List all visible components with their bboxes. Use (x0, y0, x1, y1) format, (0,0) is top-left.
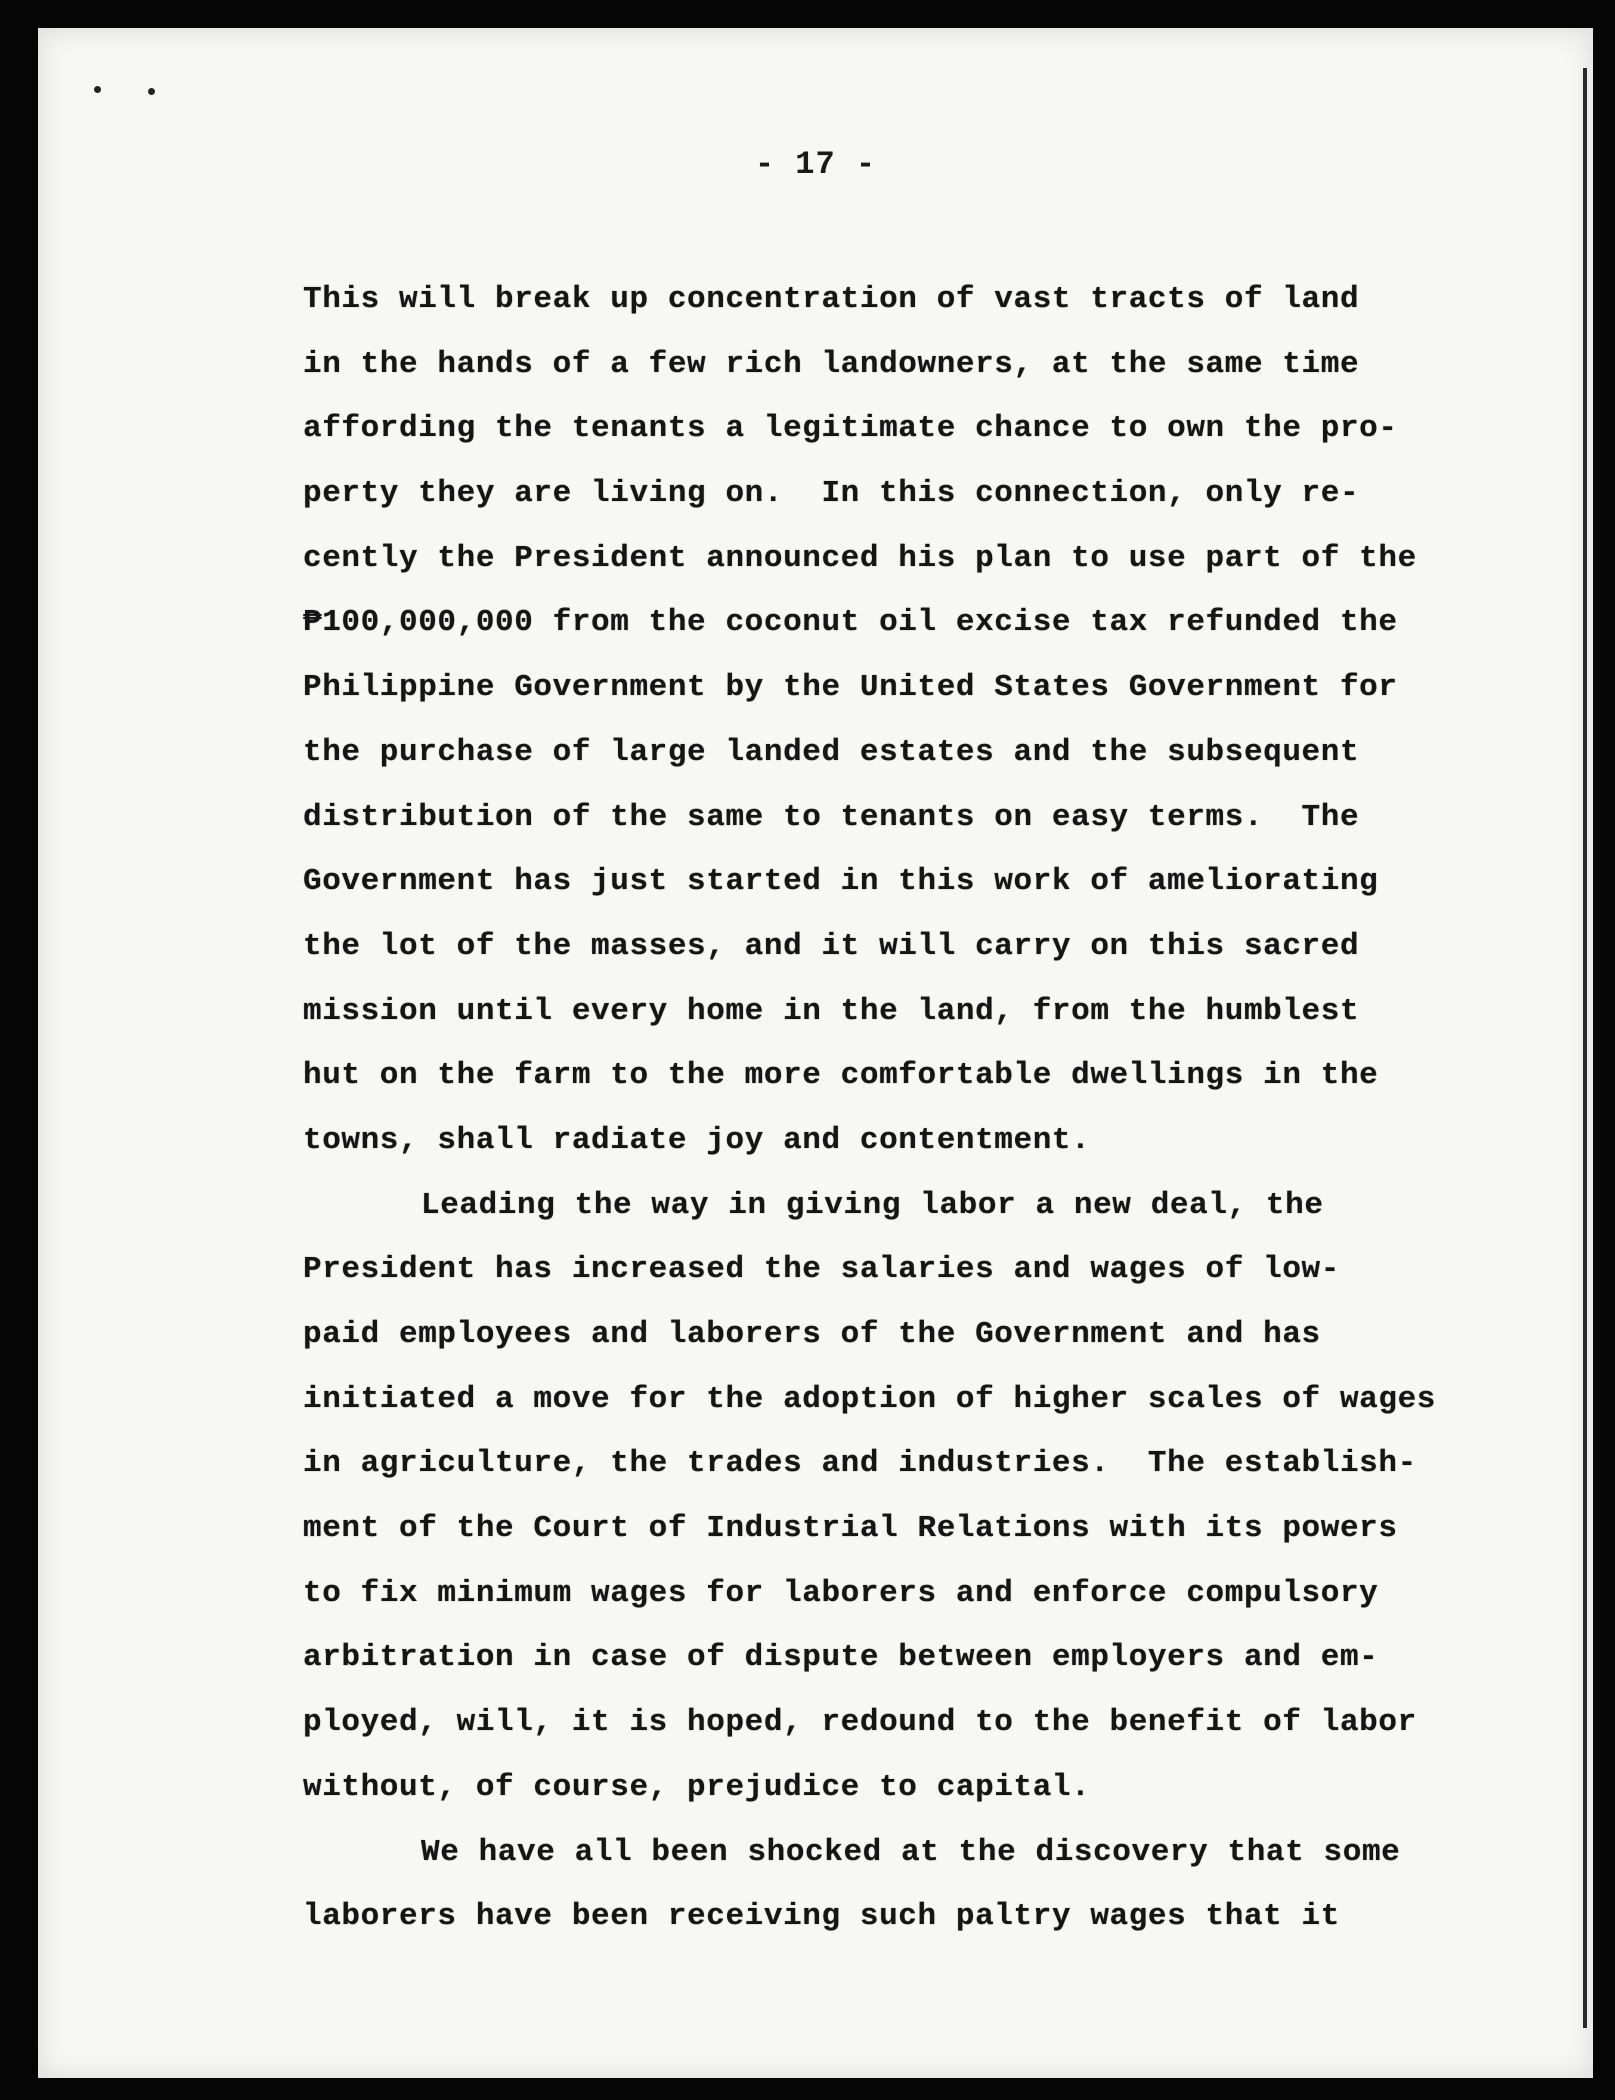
text-line: Philippine Government by the United States Government for (303, 670, 1398, 706)
text-line: Government has just started in this work of ameliorating (303, 864, 1379, 900)
scan-speck (148, 88, 155, 95)
scan-speck (94, 86, 101, 93)
text-line: mission until every home in the land, from the humblest (303, 993, 1360, 1029)
text-line: arbitration in case of dispute between employers and em- (303, 1640, 1379, 1676)
text-line: ployed, will, it is hoped, redound to the benefit of labor (303, 1705, 1417, 1741)
text-line: the lot of the masses, and it will carry on this sacred (303, 928, 1360, 964)
text-line: without, of course, prejudice to capital. (303, 1769, 1091, 1805)
text-line: ment of the Court of Industrial Relations with its powers (303, 1511, 1398, 1547)
typewritten-body (303, 268, 1503, 1950)
page-edge-shadow (1583, 68, 1587, 2028)
text-line: perty they are living on. In this connection, only re- (303, 476, 1360, 512)
text-line: ₱100,000,000 from the coconut oil excise tax refunded the (303, 605, 1398, 641)
text-line: cently the President announced his plan to use part of the (303, 540, 1417, 576)
text-line: This will break up concentration of vast tracts of land (303, 282, 1360, 317)
text-line: in agriculture, the trades and industries. The establish- (303, 1446, 1417, 1482)
text-line: affording the tenants a legitimate chance to own the pro- (303, 411, 1398, 447)
paragraph-start-line: Leading the way in giving labor a new deal, the (421, 1187, 1324, 1223)
text-line: President has increased the salaries and wages of low- (303, 1252, 1340, 1288)
text-line: in the hands of a few rich landowners, at the same time (303, 346, 1360, 382)
text-line: to fix minimum wages for laborers and enforce compulsory (303, 1575, 1379, 1611)
text-line: initiated a move for the adoption of higher scales of wages (303, 1381, 1436, 1417)
text-line: distribution of the same to tenants on easy terms. The (303, 799, 1360, 835)
text-line: paid employees and laborers of the Government and has (303, 1317, 1321, 1352)
text-line: hut on the farm to the more comfortable dwellings in the (303, 1058, 1379, 1094)
text-line: the purchase of large landed estates and the subsequent (303, 734, 1360, 770)
paragraph-start-line: We have all been shocked at the discovery that some (421, 1834, 1401, 1870)
text-line: laborers have been receiving such paltry wages that it (303, 1899, 1340, 1935)
document-page (38, 28, 1593, 2078)
text-line: towns, shall radiate joy and contentment. (303, 1122, 1091, 1158)
page-number: - 17 - (754, 146, 877, 183)
